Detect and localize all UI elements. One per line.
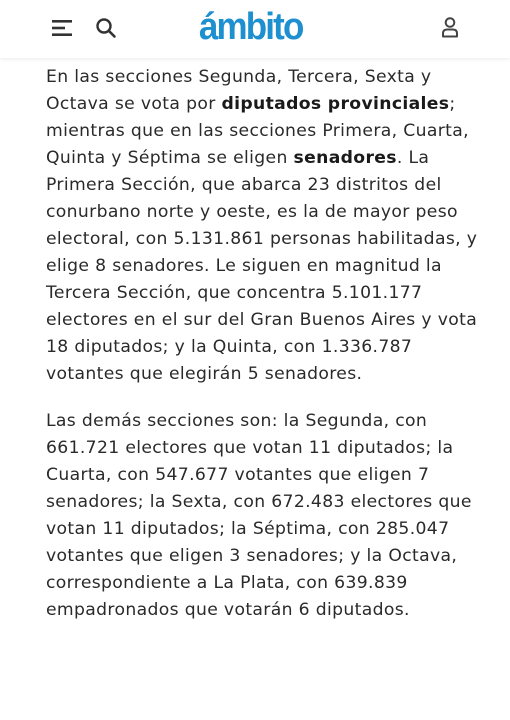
paragraph-text: ; mientras que en las secciones Primera, Cuarta, Quinta y Séptima se eligen [46,94,469,168]
bold-term: diputados provinciales [221,94,450,114]
paragraph-text: En las secciones Segunda, Tercera, Sexta y Octava se vota por [46,67,432,114]
article-body [46,64,486,624]
bold-term: senadores [293,148,397,168]
top-navigation-bar [0,0,510,58]
hamburger-menu-icon[interactable] [52,18,74,38]
site-logo[interactable]: ámbito [198,6,303,48]
user-icon[interactable] [440,16,460,38]
search-icon[interactable] [95,17,117,39]
paragraph-text: . La Primera Sección, que abarca 23 distritos del conurbano norte y oeste, es la de mayor peso electoral, con 5.131.861 personas habilitadas, y elige 8 senadores. Le siguen en magnitud la Tercera Sección, que concentra 5.101.177 electores en el sur del Gran Buenos Aires y vota 18 diputados; y la Quinta, con 1.336.787 votantes que elegirán 5 senadores. [46,148,478,384]
paragraph: Las demás secciones son: la Segunda, con 661.721 electores que votan 11 diputados; la Cuarta, con 547.677 votantes que eligen 7 senadores; la Sexta, con 672.483 electores que votan 11 diputados; la Séptima, con 285.047 votantes que eligen 3 senadores; y la Octava, correspondiente a La Plata, con 639.839 empadronados que votarán 6 diputados. [46,411,472,620]
paragraph [46,64,486,388]
